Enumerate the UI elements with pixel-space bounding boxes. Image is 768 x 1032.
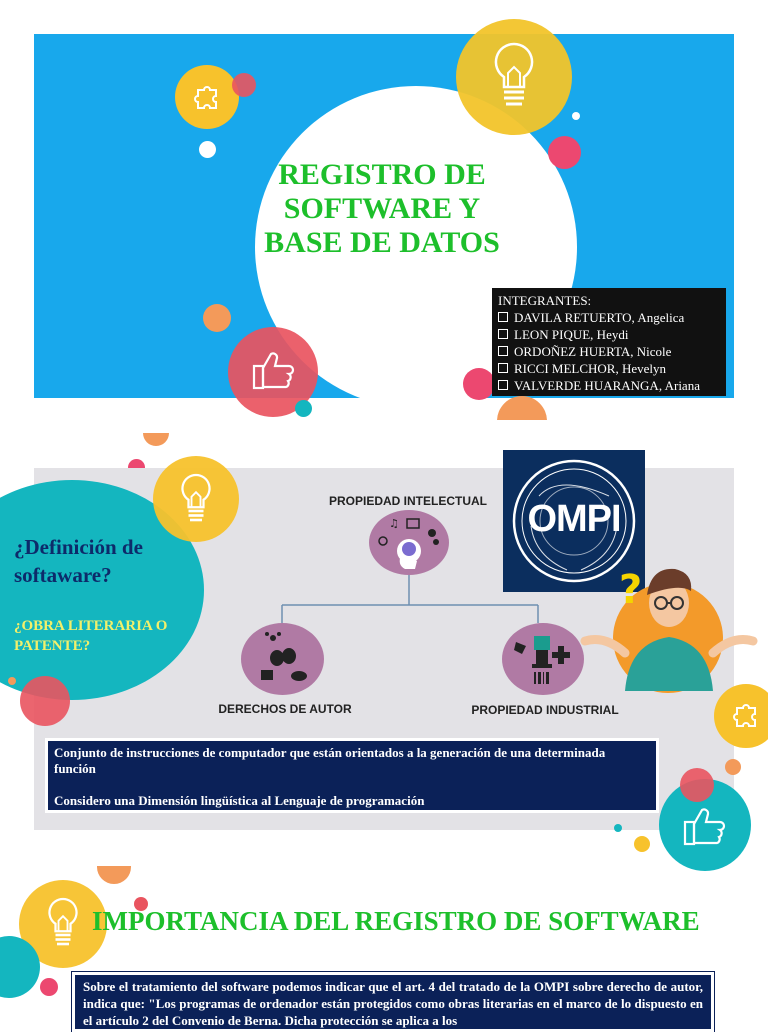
list-item [498, 360, 720, 377]
list-item [498, 343, 720, 360]
body-text: Sobre el tratamiento del software podemos indicar que el art. 4 del tratado de la OMPI sobre derecho de autor, indica que: "Los programas de ordenador están protegidos como obras literarias en el marco de lo dispuesto en el artículo 2 del Convenio de Berna. Dicha protección se aplica a los [83, 979, 703, 1028]
orange-dot [8, 677, 16, 685]
diagram-root-label: PROPIEDAD INTELECTUAL [328, 494, 487, 508]
coral-dot [232, 73, 256, 97]
teal-dot [614, 824, 622, 832]
svg-text:?: ? [619, 567, 643, 613]
brain-icon [375, 515, 445, 573]
theater-masks-icon [255, 630, 311, 686]
body-text-box [72, 972, 714, 1032]
definition-text: Conjunto de instrucciones de computador que están orientados a la generación de una determinada función [54, 745, 606, 776]
orange-dot [203, 304, 231, 332]
ompi-logo-text: OMPI [527, 498, 621, 540]
orange-half-dot [143, 420, 169, 446]
definition-text-2: Considero una Dimensión lingüística al Lenguaje de programación [54, 793, 425, 808]
list-item [498, 377, 720, 394]
yellow-dot [634, 836, 650, 852]
teal-dot [295, 400, 312, 417]
diagram-connectors [280, 575, 540, 635]
member-name: RICCI MELCHOR, Hevelyn [514, 361, 667, 376]
member-name: LEON PIQUE, Heydi [514, 327, 629, 342]
thumbs-up-icon [683, 806, 727, 846]
checkbox-icon [498, 363, 508, 373]
orange-half-dot [497, 396, 547, 446]
svg-text:♫: ♫ [389, 517, 399, 530]
members-list [492, 288, 726, 396]
diagram-left-label: DERECHOS DE AUTOR [218, 702, 352, 716]
member-name: VALVERDE HUARANGA, Ariana [514, 378, 700, 393]
lightbulb-icon [178, 472, 214, 526]
list-item [498, 309, 720, 326]
members-heading: INTEGRANTES: [498, 293, 592, 308]
orange-half-dot [97, 850, 131, 884]
diagram-right-label: PROPIEDAD INDUSTRIAL [471, 703, 619, 717]
white-dot [572, 112, 580, 120]
checkbox-icon [498, 329, 508, 339]
puzzle-icon [192, 82, 222, 112]
coral-dot [20, 676, 70, 726]
coral-dot [680, 768, 714, 802]
definition-box [45, 738, 659, 813]
definition-question: ¿Definición de softaware? [14, 535, 143, 587]
coral-dot [548, 136, 581, 169]
section-title: IMPORTANCIA DEL REGISTRO DE SOFTWARE [92, 906, 700, 936]
coral-dot [40, 978, 58, 996]
orange-dot [725, 759, 741, 775]
lightbulb-icon [45, 896, 81, 950]
page-title: REGISTRO DE SOFTWARE Y BASE DE DATOS [264, 158, 500, 259]
checkbox-icon [498, 346, 508, 356]
definition-subquestion: ¿OBRA LITERARIA O PATENTE? [14, 618, 168, 654]
lightbulb-icon [490, 40, 538, 112]
puzzle-icon [731, 700, 761, 730]
coral-dot [463, 368, 495, 400]
member-name: DAVILA RETUERTO, Angelica [514, 310, 685, 325]
list-item [498, 326, 720, 343]
industry-icon [510, 632, 576, 688]
white-dot [199, 141, 216, 158]
member-name: ORDOÑEZ HUERTA, Nicole [514, 344, 672, 359]
checkbox-icon [498, 380, 508, 390]
confused-person-illustration [585, 563, 755, 693]
checkbox-icon [498, 312, 508, 322]
thumbs-up-icon [252, 350, 296, 390]
